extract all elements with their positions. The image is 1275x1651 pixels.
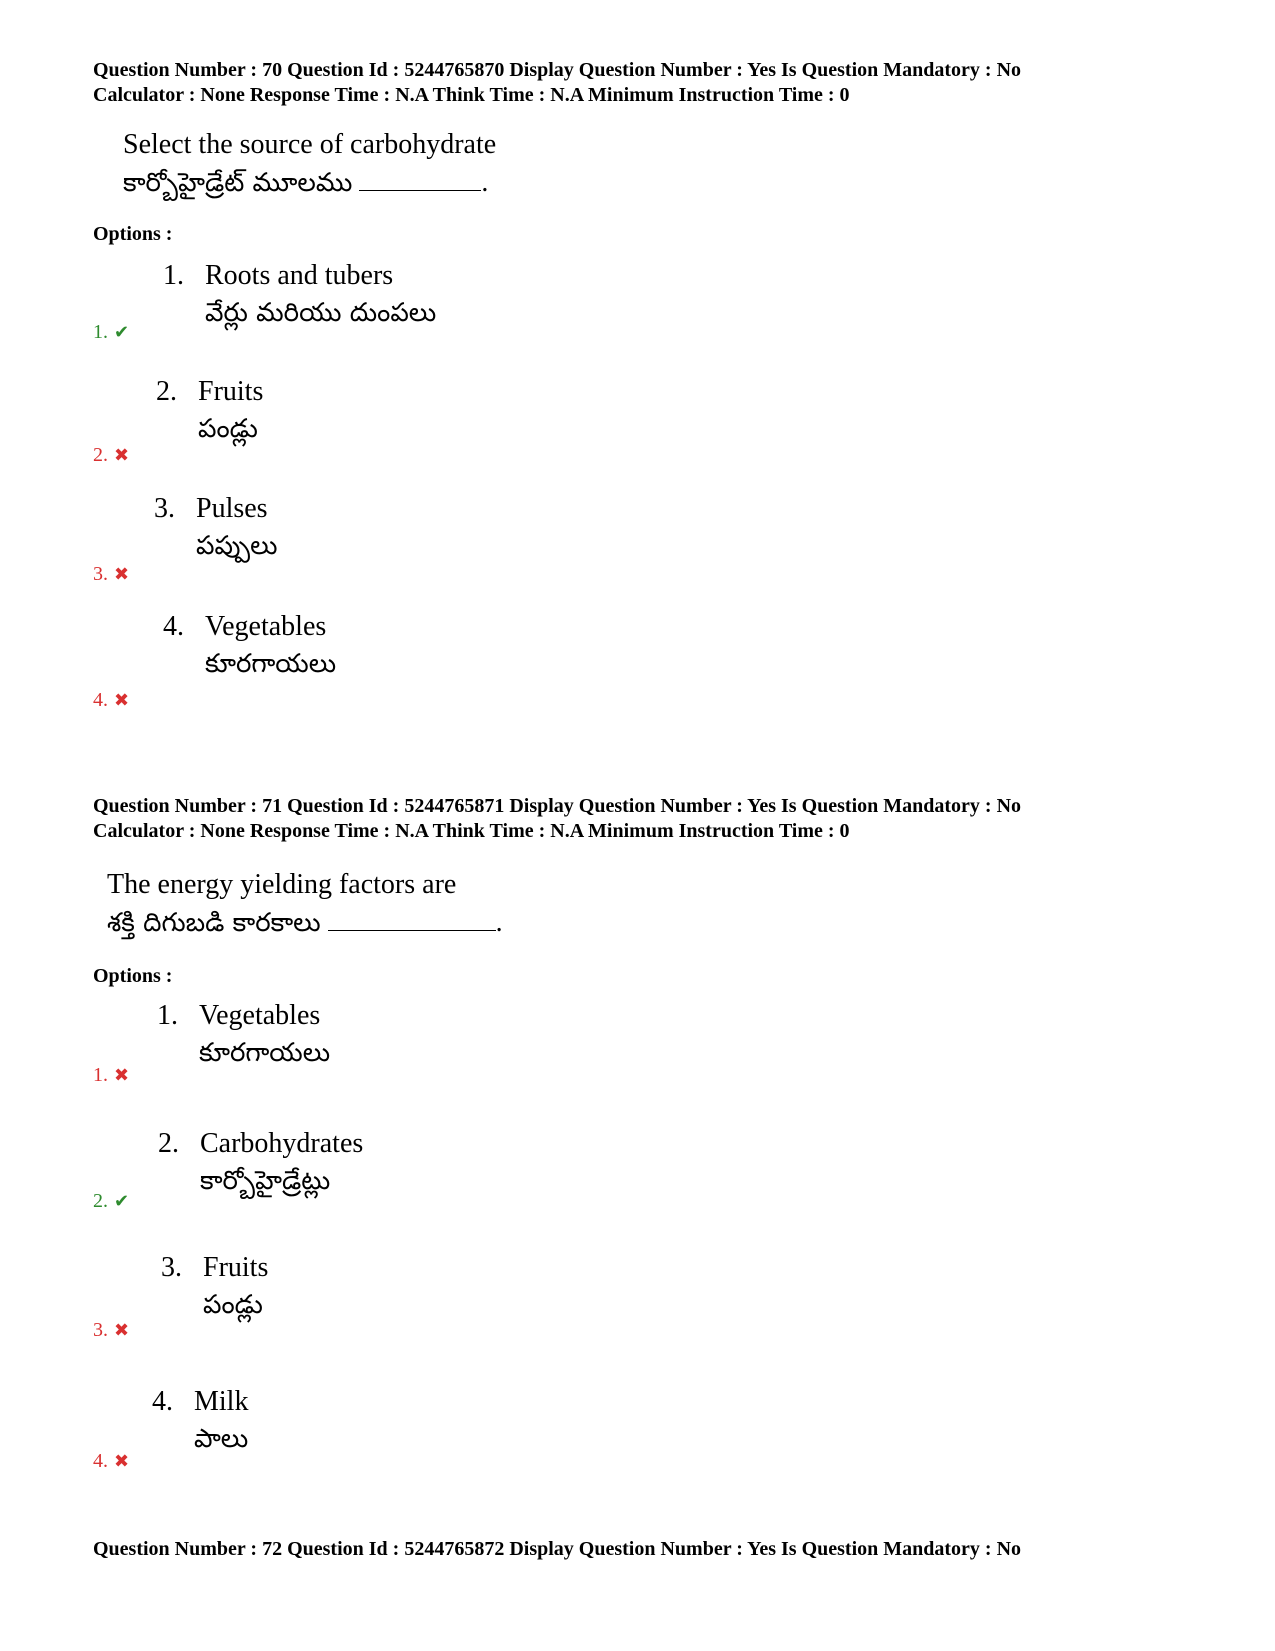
option-text-en: Milk <box>194 1386 249 1417</box>
option-marker-label: 1. <box>93 1064 108 1086</box>
question-text: The energy yielding factors are శక్తి దిగుబడి కారకాలు . <box>107 866 503 942</box>
question-text-en: The energy yielding factors are <box>107 869 457 900</box>
option-text-en: Fruits <box>198 376 264 407</box>
option-text-en: Vegetables <box>199 1000 321 1031</box>
options-label: Options : <box>93 965 173 987</box>
option-marker-label: 3. <box>93 563 108 585</box>
cross-icon: ✖ <box>114 564 130 585</box>
option-number: 2. <box>158 1128 179 1159</box>
option-text-en: Roots and tubers <box>205 260 394 291</box>
option-marker-label: 4. <box>93 689 108 711</box>
cross-icon: ✖ <box>114 690 130 711</box>
question-meta-line-2: Calculator : None Response Time : N.A Think Time : N.A Minimum Instruction Time : 0 <box>93 84 850 106</box>
option-text-te: వేర్లు మరియు దుంపలు <box>205 298 437 328</box>
option-marker-label: 2. <box>93 444 108 466</box>
option-marker-label: 4. <box>93 1450 108 1472</box>
option-marker <box>93 1318 129 1343</box>
option-item <box>163 258 436 332</box>
option-number: 3. <box>154 493 175 524</box>
question-meta-line-1: Question Number : 71 Question Id : 5244765871 Display Question Number : Yes Is Question Mandatory : No <box>93 795 1022 817</box>
question-meta-line-2: Calculator : None Response Time : N.A Think Time : N.A Minimum Instruction Time : 0 <box>93 820 850 842</box>
option-item <box>161 1250 268 1324</box>
option-marker <box>93 1063 129 1088</box>
option-item <box>158 1126 363 1200</box>
option-text-te: కార్బోహైడ్రేట్లు <box>200 1166 331 1196</box>
option-marker-label: 2. <box>93 1190 108 1212</box>
option-text-te: కూరగాయలు <box>199 1038 331 1068</box>
option-marker <box>93 443 129 468</box>
option-number: 3. <box>161 1252 182 1283</box>
option-marker-label: 1. <box>93 321 108 343</box>
options-label: Options : <box>93 223 173 245</box>
option-marker <box>93 1189 129 1214</box>
option-item <box>157 998 330 1072</box>
option-text-te: పాలు <box>194 1424 249 1454</box>
option-number: 1. <box>157 1000 178 1031</box>
question-text-en: Select the source of carbohydrate <box>123 129 497 160</box>
option-marker <box>93 688 129 713</box>
option-number: 4. <box>152 1386 173 1417</box>
cross-icon: ✖ <box>114 445 130 466</box>
check-icon: ✔ <box>114 1191 130 1212</box>
question-meta <box>93 794 1021 844</box>
option-item <box>154 491 278 565</box>
option-text-en: Carbohydrates <box>200 1128 364 1159</box>
check-icon: ✔ <box>114 322 130 343</box>
option-number: 4. <box>163 611 184 642</box>
cross-icon: ✖ <box>114 1320 130 1341</box>
cross-icon: ✖ <box>114 1065 130 1086</box>
option-number: 1. <box>163 260 184 291</box>
option-item <box>163 609 336 683</box>
option-marker-label: 3. <box>93 1319 108 1341</box>
question-meta-line-1: Question Number : 72 Question Id : 5244765872 Display Question Number : Yes Is Question Mandatory : No <box>93 1538 1022 1560</box>
option-text-en: Vegetables <box>205 611 327 642</box>
option-marker <box>93 562 129 587</box>
question-meta <box>93 58 1021 108</box>
option-item <box>152 1384 248 1458</box>
question-text-te: శక్తి దిగుబడి కారకాలు <box>107 908 321 938</box>
answer-blank <box>359 164 481 191</box>
option-text-te: కూరగాయలు <box>205 649 337 679</box>
option-marker <box>93 1449 129 1474</box>
option-text-en: Fruits <box>203 1252 269 1283</box>
answer-blank <box>328 904 496 931</box>
question-meta-line-1: Question Number : 70 Question Id : 5244765870 Display Question Number : Yes Is Question Mandatory : No <box>93 59 1022 81</box>
option-text-te: పండ్లు <box>203 1290 263 1320</box>
option-item <box>156 374 263 448</box>
question-text: Select the source of carbohydrate కార్బోహైడ్రేట్ మూలము . <box>123 126 496 202</box>
question-meta <box>93 1537 1021 1562</box>
option-text-te: పప్పులు <box>196 531 278 561</box>
question-text-te: కార్బోహైడ్రేట్ మూలము <box>123 168 353 198</box>
cross-icon: ✖ <box>114 1451 130 1472</box>
option-number: 2. <box>156 376 177 407</box>
option-marker <box>93 320 129 345</box>
option-text-en: Pulses <box>196 493 268 524</box>
option-text-te: పండ్లు <box>198 414 258 444</box>
